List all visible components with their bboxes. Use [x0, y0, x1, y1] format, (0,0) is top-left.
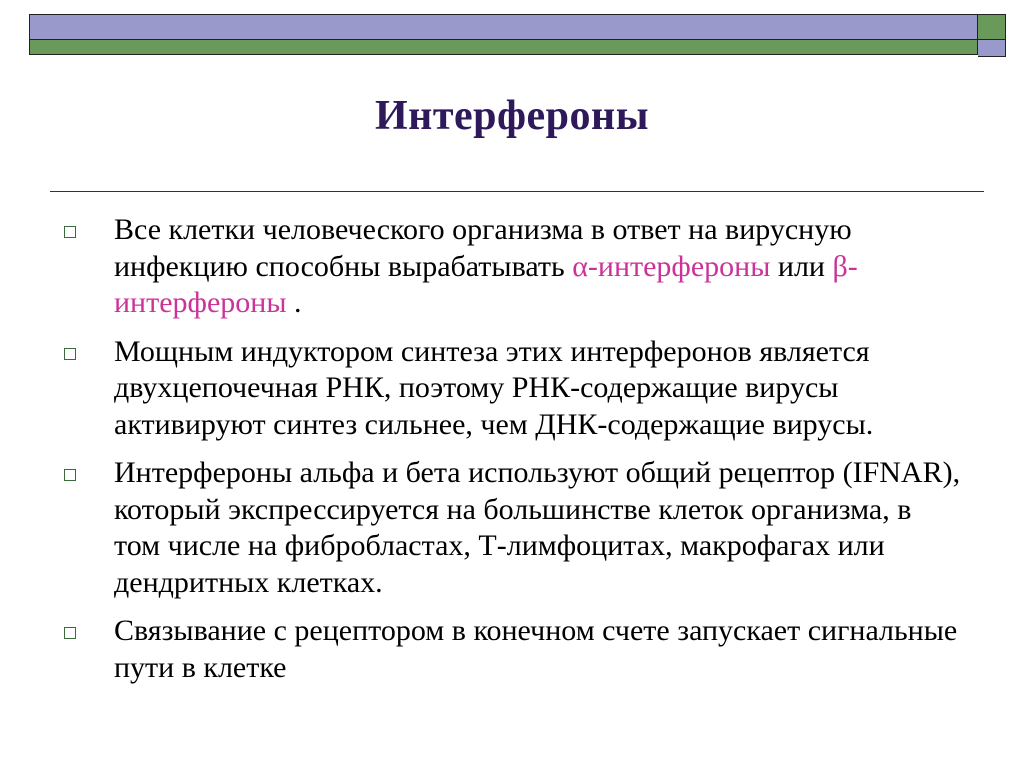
bullet-item-1 — [62, 212, 962, 322]
header-bar-purple — [29, 14, 978, 40]
title-divider — [50, 191, 984, 192]
bullet-item-2 — [62, 334, 962, 444]
header-bar-green — [29, 40, 978, 55]
hollow-square-icon — [64, 226, 76, 238]
slide-title: Интерфероны — [374, 93, 650, 139]
bullet-text-part: . — [286, 286, 302, 319]
bullet-text: Интерфероны альфа и бета используют общий рецептор (IFNAR), который экспрессируется на большинстве клеток организма, в том числе на фибробластах, Т-лимфоцитах, макрофагах или дендритных клетках. — [114, 456, 961, 599]
accent-term: α-интерфероны — [572, 249, 771, 283]
bullet-text — [114, 213, 858, 319]
bullet-text-part: Все клетки человеческого организма в ответ на вирусную инфекцию способны вырабатывать — [114, 213, 852, 283]
hollow-square-icon — [64, 469, 76, 481]
hollow-square-icon — [64, 627, 76, 639]
bullet-text: Мощным индуктором синтеза этих интерферонов является двухцепочечная РНК, поэтому РНК-содержащие вирусы активируют синтез сильнее, чем ДНК-содержащие вирусы. — [114, 334, 874, 441]
header-square-green — [978, 14, 1006, 40]
accent-term: β-интерфероны — [114, 249, 858, 319]
bullet-item-3 — [62, 455, 962, 601]
bullet-text: Связывание с рецептором в конечном счете запускает сигнальные пути в клетке — [114, 614, 958, 684]
header-square-purple — [978, 40, 1006, 57]
bullet-item-4 — [62, 613, 962, 686]
bullet-list — [62, 212, 962, 698]
bullet-text-part: или — [770, 249, 833, 283]
hollow-square-icon — [64, 348, 76, 360]
